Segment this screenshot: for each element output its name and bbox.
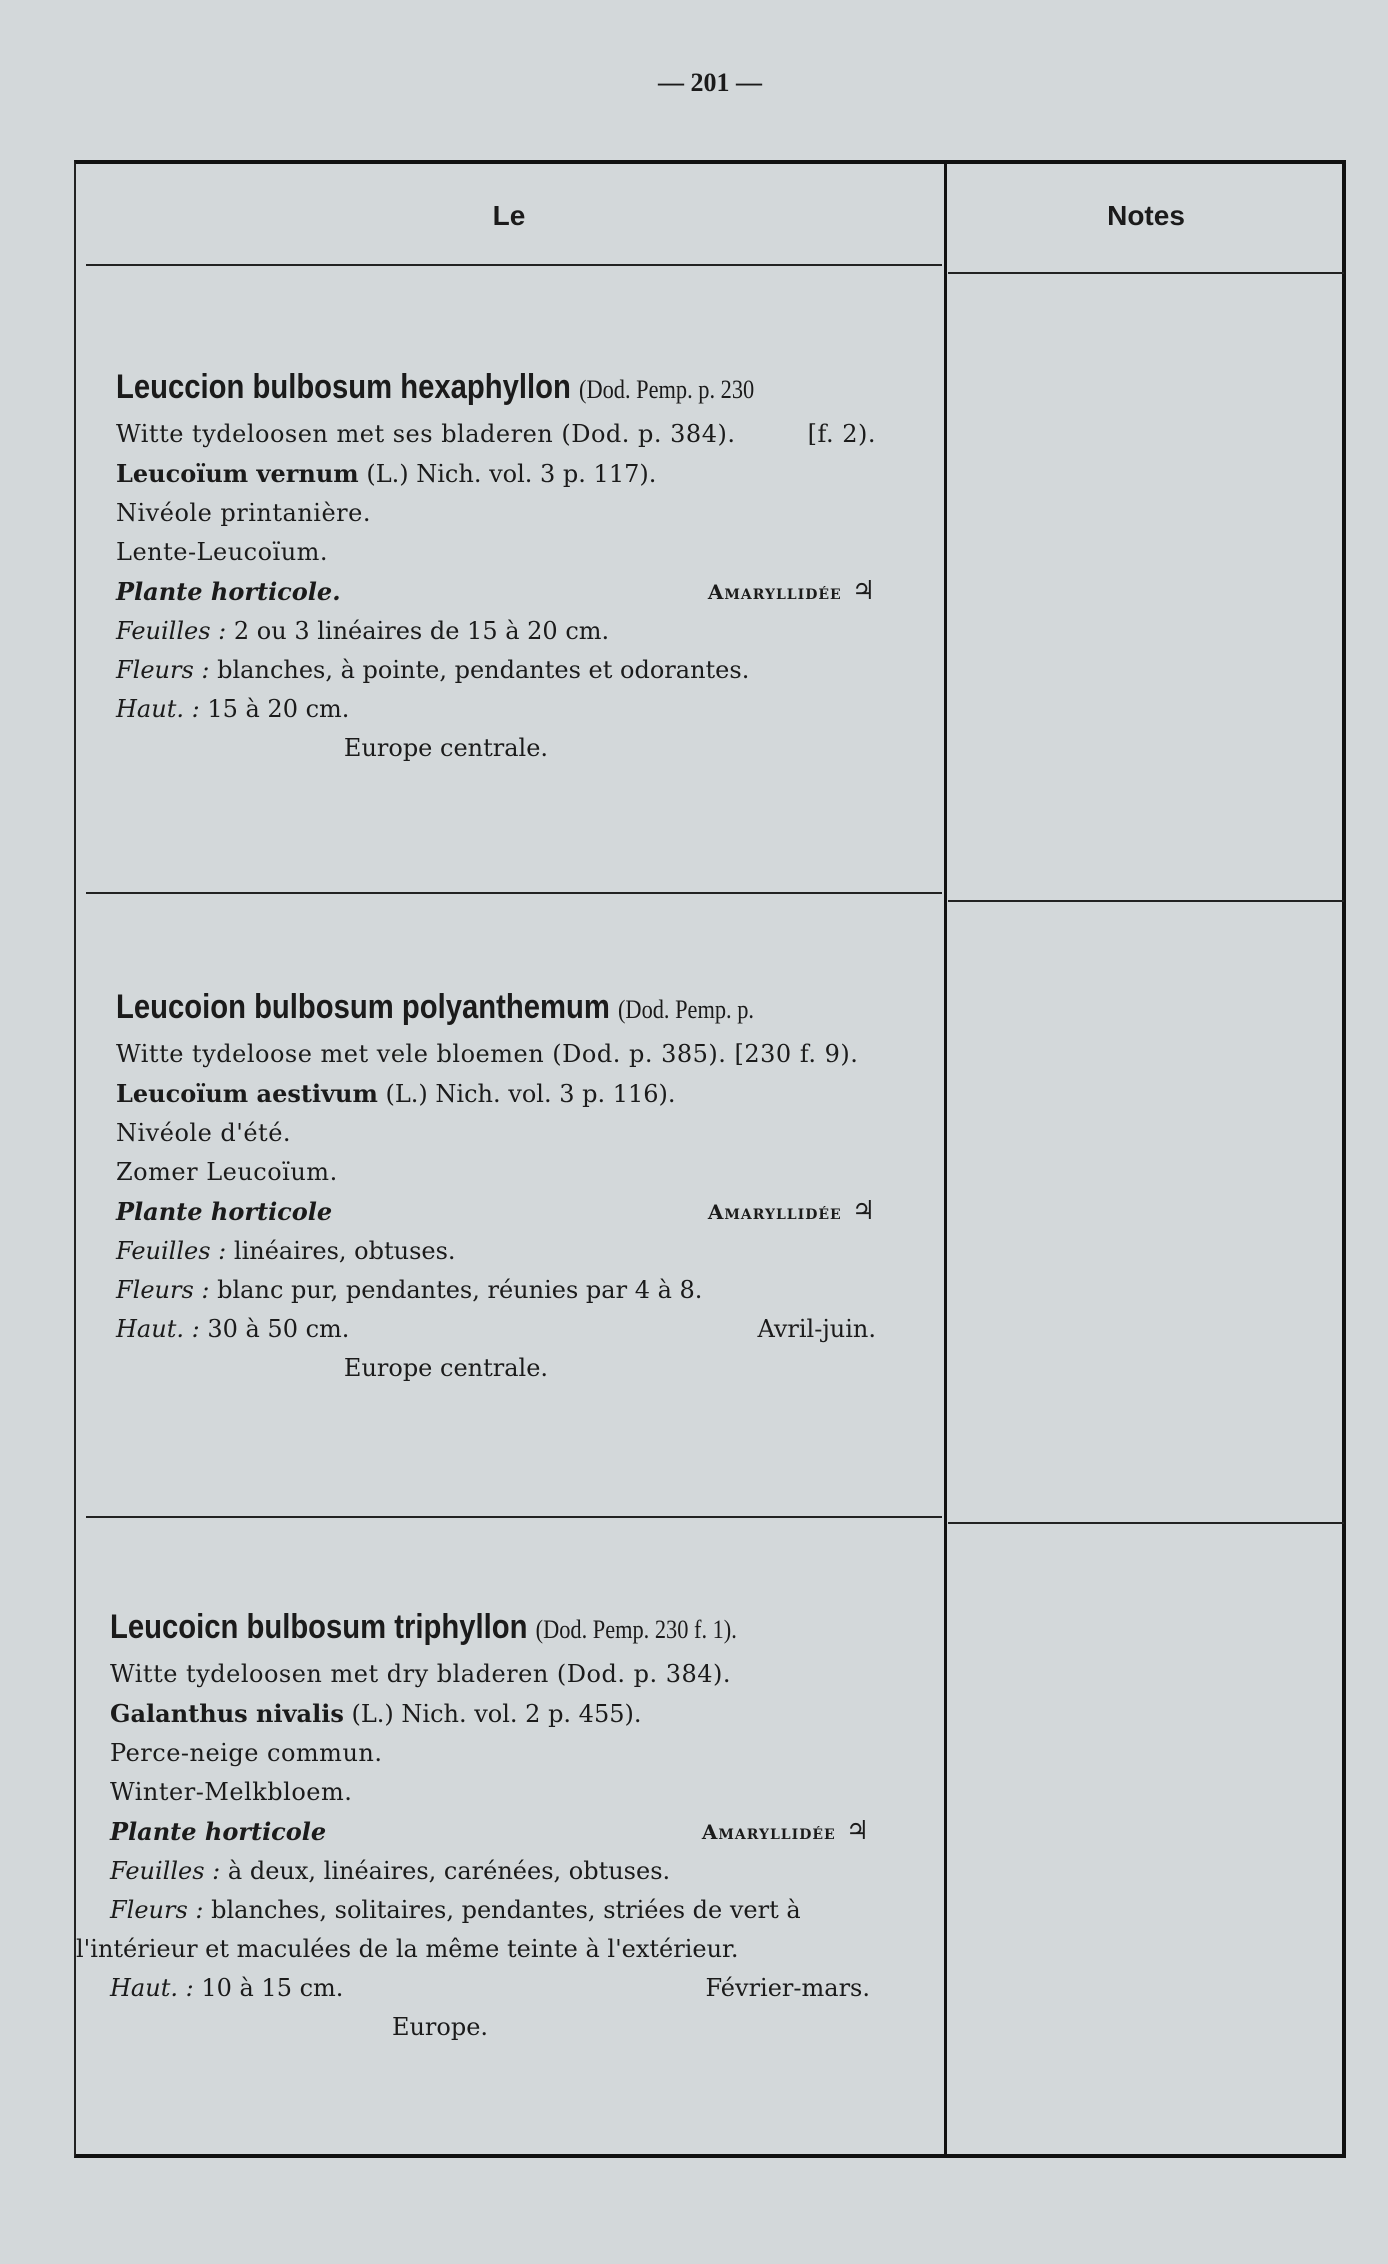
flemish-name: Witte tydeloose met vele bloemen (Dod. p. 385). [230 f. 9). (116, 1040, 859, 1068)
species-table (74, 160, 1346, 2158)
entry-3 (76, 1602, 930, 2047)
dutch-name: Zomer Leucoïum. (116, 1158, 338, 1186)
perennial-symbol-icon: ♃ (845, 1816, 870, 1846)
flowers-continuation: l'intérieur et maculées de la même teinte à l'extérieur. (76, 1935, 739, 1963)
height-row: Haut. : 30 à 50 cm. Avril-juin. (116, 1315, 876, 1343)
french-name: Perce-neige commun. (110, 1739, 383, 1767)
height-row: Haut. : 15 à 20 cm. (116, 695, 350, 723)
leaves-row: Feuilles : 2 ou 3 linéaires de 15 à 20 cm. (116, 617, 610, 645)
divider-2-left (86, 1516, 942, 1518)
divider-2-right (948, 1522, 1344, 1524)
family-label: Amaryllidée ♃ (701, 1816, 870, 1846)
divider-1-left (86, 892, 942, 894)
leaves-row: Feuilles : linéaires, obtuses. (116, 1237, 456, 1265)
leaves-row: Feuilles : à deux, linéaires, carénées, obtuses. (110, 1857, 671, 1885)
synonym: Leucoïum vernum (L.) Nich. vol. 3 p. 117). (116, 459, 657, 488)
header-notes: Notes (1107, 200, 1185, 231)
region: Europe centrale. (343, 734, 549, 762)
divider-1-right (948, 900, 1344, 902)
plant-type-row: Plante horticole Amaryllidée ♃ (116, 1192, 936, 1232)
height-row: Haut. : 10 à 15 cm. Février-mars. (110, 1974, 870, 2002)
header-left: Le (492, 200, 526, 231)
flemish-name: Witte tydeloosen met ses bladeren (Dod. p. 384). [f. 2). (116, 420, 876, 448)
flowers-row: Fleurs : blanches, solitaires, pendantes, striées de vert à (110, 1896, 801, 1924)
flemish-name: Witte tydeloosen met dry bladeren (Dod. p. 384). (110, 1660, 732, 1688)
plant-type-row: Plante horticole. Amaryllidée ♃ (116, 572, 936, 612)
perennial-symbol-icon: ♃ (851, 1196, 876, 1226)
family-label: Amaryllidée ♃ (707, 1196, 876, 1226)
perennial-symbol-icon: ♃ (851, 576, 876, 606)
family-label: Amaryllidée ♃ (707, 576, 876, 606)
region: Europe centrale. (343, 1354, 549, 1382)
entry-title: Leucoicn bulbosum triphyllon (Dod. Pemp. 230 f. 1). (110, 1608, 737, 1646)
dutch-name: Lente-Leucoïum. (116, 538, 329, 566)
entry-2 (116, 982, 936, 1388)
entry-title: Leuccion bulbosum hexaphyllon (Dod. Pemp. p. 230 (116, 368, 755, 406)
header-rule-right (948, 272, 1344, 274)
region: Europe. (391, 2013, 489, 2041)
synonym: Leucoïum aestivum (L.) Nich. vol. 3 p. 116). (116, 1079, 676, 1108)
column-divider (944, 164, 947, 2154)
entry-1 (116, 362, 936, 768)
flowers-row: Fleurs : blanches, à pointe, pendantes et odorantes. (116, 656, 750, 684)
flowers-row: Fleurs : blanc pur, pendantes, réunies par 4 à 8. (116, 1276, 703, 1304)
header-rule-left (86, 264, 942, 266)
synonym: Galanthus nivalis (L.) Nich. vol. 2 p. 455). (110, 1699, 642, 1728)
entry-title: Leucoion bulbosum polyanthemum (Dod. Pemp. p. (116, 988, 754, 1026)
dutch-name: Winter-Melkbloem. (110, 1778, 353, 1806)
french-name: Nivéole d'été. (116, 1119, 292, 1147)
plant-type-row: Plante horticole Amaryllidée ♃ (110, 1812, 930, 1852)
page-number: — 201 — (658, 68, 762, 97)
french-name: Nivéole printanière. (116, 499, 371, 527)
